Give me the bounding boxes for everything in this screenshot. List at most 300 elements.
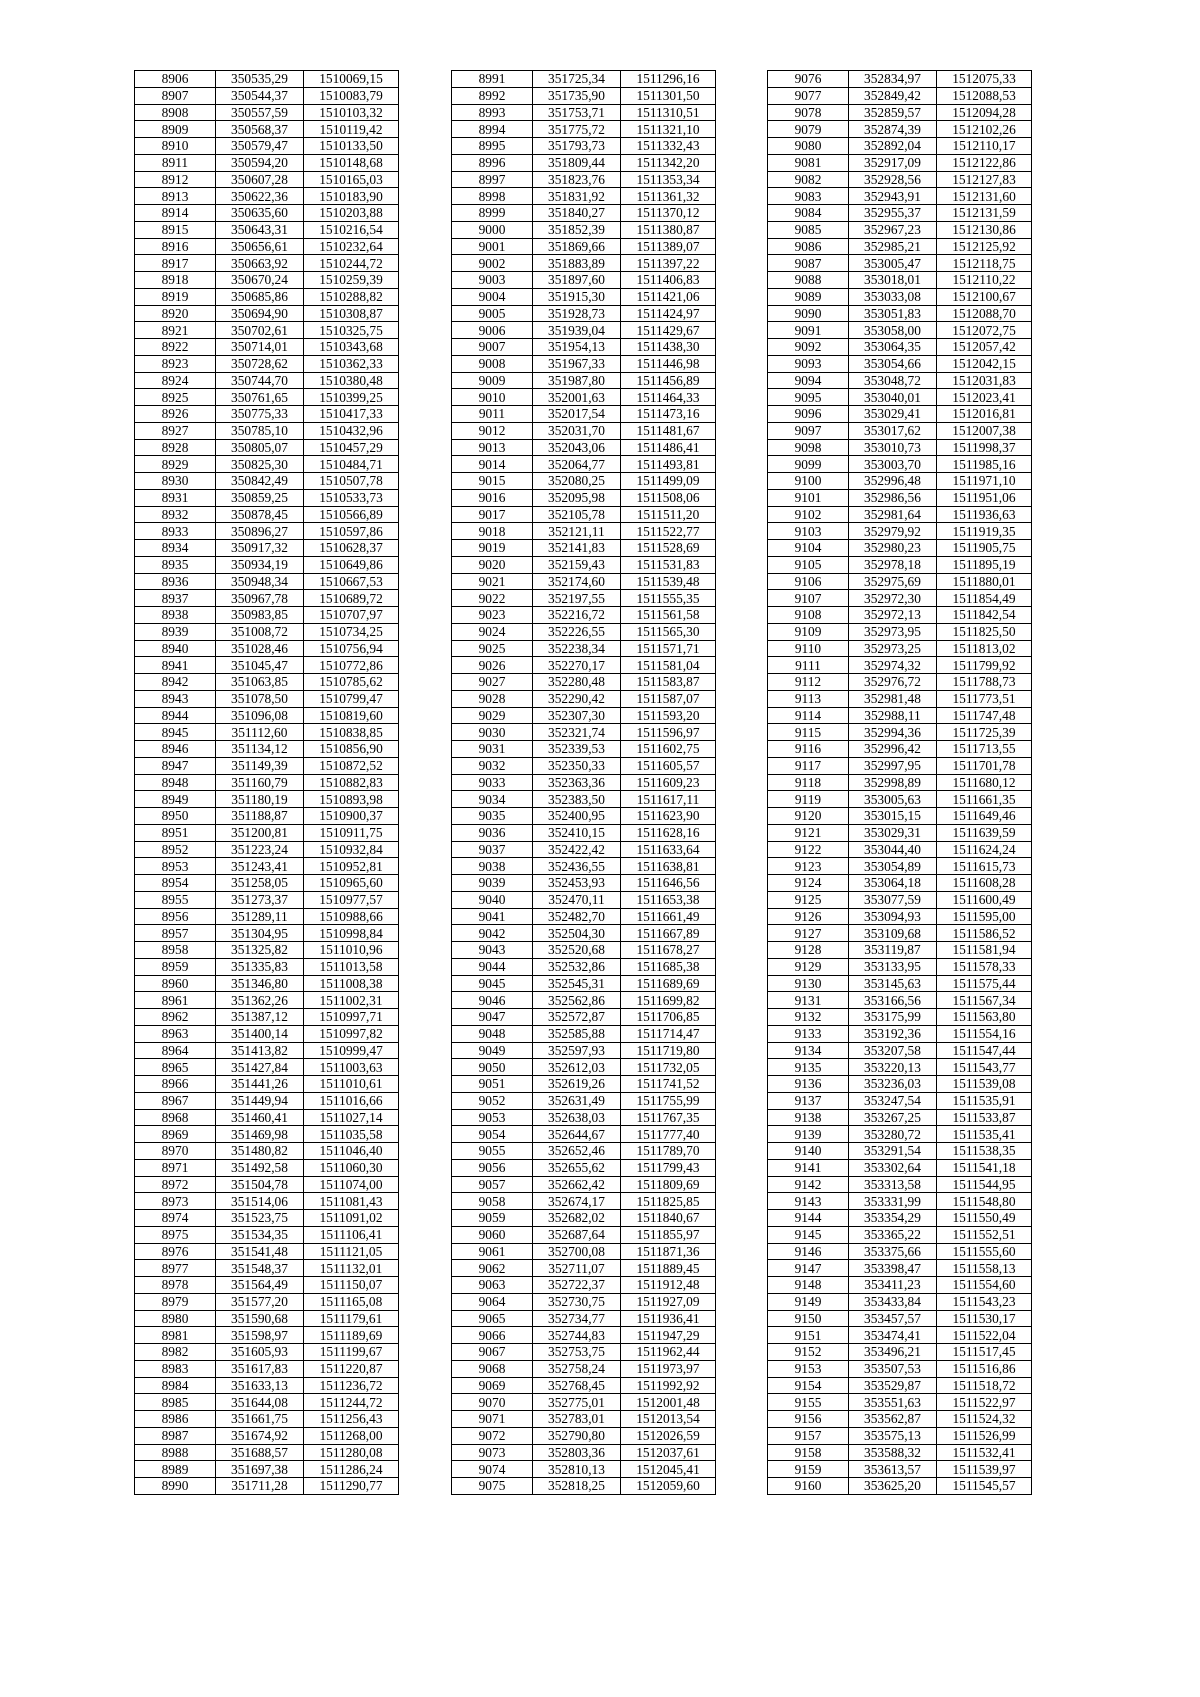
x-coordinate-cell: 353040,01	[849, 389, 937, 406]
table-row	[768, 1427, 1032, 1444]
x-coordinate-cell: 352470,11	[533, 891, 621, 908]
table-row	[768, 1042, 1032, 1059]
y-coordinate-cell: 1510932,84	[304, 841, 399, 858]
table-row	[768, 992, 1032, 1009]
table-row	[452, 322, 716, 339]
y-coordinate-cell: 1511947,29	[621, 1327, 716, 1344]
point-number-cell: 9160	[768, 1478, 849, 1495]
x-coordinate-cell: 351548,37	[216, 1260, 304, 1277]
table-row	[135, 1478, 399, 1495]
point-number-cell: 9082	[768, 171, 849, 188]
x-coordinate-cell: 353365,22	[849, 1226, 937, 1243]
x-coordinate-cell: 352280,48	[533, 674, 621, 691]
coordinates-table-1	[134, 70, 399, 1495]
table-row	[135, 791, 399, 808]
table-row	[452, 942, 716, 959]
y-coordinate-cell: 1511517,45	[937, 1344, 1032, 1361]
point-number-cell: 9019	[452, 540, 533, 557]
y-coordinate-cell: 1512007,38	[937, 422, 1032, 439]
point-number-cell: 8938	[135, 607, 216, 624]
y-coordinate-cell: 1511516,86	[937, 1360, 1032, 1377]
y-coordinate-cell: 1511842,54	[937, 607, 1032, 624]
y-coordinate-cell: 1511010,61	[304, 1076, 399, 1093]
point-number-cell: 8921	[135, 322, 216, 339]
table-row	[452, 1076, 716, 1093]
point-number-cell: 8906	[135, 71, 216, 88]
x-coordinate-cell: 352436,55	[533, 858, 621, 875]
table-row	[135, 891, 399, 908]
y-coordinate-cell: 1512023,41	[937, 389, 1032, 406]
y-coordinate-cell: 1510785,62	[304, 674, 399, 691]
x-coordinate-cell: 351674,92	[216, 1427, 304, 1444]
y-coordinate-cell: 1511091,02	[304, 1210, 399, 1227]
table-row	[768, 540, 1032, 557]
x-coordinate-cell: 351809,44	[533, 154, 621, 171]
table-row	[135, 506, 399, 523]
table-row	[135, 1076, 399, 1093]
table-row	[768, 1059, 1032, 1076]
x-coordinate-cell: 351413,82	[216, 1042, 304, 1059]
y-coordinate-cell: 1510507,78	[304, 473, 399, 490]
point-number-cell: 9011	[452, 406, 533, 423]
point-number-cell: 9143	[768, 1193, 849, 1210]
point-number-cell: 9065	[452, 1310, 533, 1327]
x-coordinate-cell: 351008,72	[216, 623, 304, 640]
y-coordinate-cell: 1511424,97	[621, 305, 716, 322]
x-coordinate-cell: 353166,56	[849, 992, 937, 1009]
y-coordinate-cell: 1511438,30	[621, 339, 716, 356]
point-number-cell: 8998	[452, 188, 533, 205]
y-coordinate-cell: 1511544,95	[937, 1176, 1032, 1193]
x-coordinate-cell: 350934,19	[216, 556, 304, 573]
table-row	[135, 188, 399, 205]
point-number-cell: 8968	[135, 1109, 216, 1126]
table-row	[452, 690, 716, 707]
table-row	[452, 104, 716, 121]
table-row	[452, 1277, 716, 1294]
x-coordinate-cell: 352174,60	[533, 573, 621, 590]
table-row	[768, 556, 1032, 573]
point-number-cell: 9157	[768, 1427, 849, 1444]
y-coordinate-cell: 1512016,81	[937, 406, 1032, 423]
y-coordinate-cell: 1511840,67	[621, 1210, 716, 1227]
point-number-cell: 9003	[452, 272, 533, 289]
x-coordinate-cell: 352979,92	[849, 523, 937, 540]
point-number-cell: 8941	[135, 657, 216, 674]
table-row	[768, 322, 1032, 339]
x-coordinate-cell: 351598,97	[216, 1327, 304, 1344]
y-coordinate-cell: 1511406,83	[621, 272, 716, 289]
y-coordinate-cell: 1512075,33	[937, 71, 1032, 88]
point-number-cell: 9010	[452, 389, 533, 406]
x-coordinate-cell: 353588,32	[849, 1444, 937, 1461]
y-coordinate-cell: 1511583,87	[621, 674, 716, 691]
x-coordinate-cell: 351967,33	[533, 355, 621, 372]
point-number-cell: 9072	[452, 1427, 533, 1444]
point-number-cell: 9029	[452, 707, 533, 724]
point-number-cell: 9014	[452, 456, 533, 473]
y-coordinate-cell: 1511538,35	[937, 1143, 1032, 1160]
table-row	[768, 841, 1032, 858]
x-coordinate-cell: 351534,35	[216, 1226, 304, 1243]
y-coordinate-cell: 1510165,03	[304, 171, 399, 188]
table-row	[452, 824, 716, 841]
point-number-cell: 8907	[135, 87, 216, 104]
point-number-cell: 8980	[135, 1310, 216, 1327]
x-coordinate-cell: 352095,98	[533, 489, 621, 506]
point-number-cell: 9126	[768, 908, 849, 925]
y-coordinate-cell: 1510799,47	[304, 690, 399, 707]
y-coordinate-cell: 1512127,83	[937, 171, 1032, 188]
table-row	[768, 1193, 1032, 1210]
table-row	[135, 305, 399, 322]
x-coordinate-cell: 352810,13	[533, 1461, 621, 1478]
table-row	[452, 573, 716, 590]
y-coordinate-cell: 1511680,12	[937, 774, 1032, 791]
table-row	[135, 1092, 399, 1109]
x-coordinate-cell: 353529,87	[849, 1377, 937, 1394]
y-coordinate-cell: 1510417,33	[304, 406, 399, 423]
table-row	[135, 71, 399, 88]
x-coordinate-cell: 352410,15	[533, 824, 621, 841]
x-coordinate-cell: 353058,00	[849, 322, 937, 339]
y-coordinate-cell: 1512045,41	[621, 1461, 716, 1478]
table-row	[135, 925, 399, 942]
point-number-cell: 9007	[452, 339, 533, 356]
x-coordinate-cell: 352631,49	[533, 1092, 621, 1109]
x-coordinate-cell: 350544,37	[216, 87, 304, 104]
point-number-cell: 8922	[135, 339, 216, 356]
y-coordinate-cell: 1511565,30	[621, 623, 716, 640]
point-number-cell: 8934	[135, 540, 216, 557]
point-number-cell: 8985	[135, 1394, 216, 1411]
table-row	[452, 1009, 716, 1026]
table-row	[452, 1310, 716, 1327]
x-coordinate-cell: 353291,54	[849, 1143, 937, 1160]
x-coordinate-cell: 351577,20	[216, 1293, 304, 1310]
point-number-cell: 9101	[768, 489, 849, 506]
table-row	[452, 456, 716, 473]
x-coordinate-cell: 352682,02	[533, 1210, 621, 1227]
point-number-cell: 9036	[452, 824, 533, 841]
y-coordinate-cell: 1510288,82	[304, 288, 399, 305]
point-number-cell: 9046	[452, 992, 533, 1009]
table-row	[768, 1260, 1032, 1277]
x-coordinate-cell: 353433,84	[849, 1293, 937, 1310]
x-coordinate-cell: 350656,61	[216, 238, 304, 255]
point-number-cell: 9069	[452, 1377, 533, 1394]
point-number-cell: 9018	[452, 523, 533, 540]
table-row	[768, 975, 1032, 992]
x-coordinate-cell: 351541,48	[216, 1243, 304, 1260]
table-row	[452, 791, 716, 808]
y-coordinate-cell: 1511667,89	[621, 925, 716, 942]
y-coordinate-cell: 1510628,37	[304, 540, 399, 557]
table-row	[135, 1461, 399, 1478]
point-number-cell: 9022	[452, 590, 533, 607]
y-coordinate-cell: 1511027,14	[304, 1109, 399, 1126]
point-number-cell: 9141	[768, 1159, 849, 1176]
y-coordinate-cell: 1511706,85	[621, 1009, 716, 1026]
x-coordinate-cell: 350694,90	[216, 305, 304, 322]
x-coordinate-cell: 352141,83	[533, 540, 621, 557]
y-coordinate-cell: 1511809,69	[621, 1176, 716, 1193]
point-number-cell: 8959	[135, 958, 216, 975]
point-number-cell: 9035	[452, 808, 533, 825]
x-coordinate-cell: 352943,91	[849, 188, 937, 205]
y-coordinate-cell: 1510756,94	[304, 640, 399, 657]
point-number-cell: 9093	[768, 355, 849, 372]
x-coordinate-cell: 352790,80	[533, 1427, 621, 1444]
y-coordinate-cell: 1511524,32	[937, 1411, 1032, 1428]
table-row	[135, 975, 399, 992]
point-number-cell: 9133	[768, 1025, 849, 1042]
y-coordinate-cell: 1510380,48	[304, 372, 399, 389]
y-coordinate-cell: 1512026,59	[621, 1427, 716, 1444]
point-number-cell: 9044	[452, 958, 533, 975]
y-coordinate-cell: 1511010,96	[304, 942, 399, 959]
x-coordinate-cell: 352562,86	[533, 992, 621, 1009]
point-number-cell: 9127	[768, 925, 849, 942]
point-number-cell: 9083	[768, 188, 849, 205]
x-coordinate-cell: 351149,39	[216, 757, 304, 774]
point-number-cell: 8977	[135, 1260, 216, 1277]
y-coordinate-cell: 1511522,77	[621, 523, 716, 540]
y-coordinate-cell: 1511380,87	[621, 221, 716, 238]
point-number-cell: 9087	[768, 255, 849, 272]
table-row	[768, 238, 1032, 255]
table-row	[135, 1243, 399, 1260]
x-coordinate-cell: 352985,21	[849, 238, 937, 255]
table-row	[768, 1210, 1032, 1227]
x-coordinate-cell: 352998,89	[849, 774, 937, 791]
y-coordinate-cell: 1511646,56	[621, 875, 716, 892]
y-coordinate-cell: 1512110,22	[937, 272, 1032, 289]
table-row	[135, 205, 399, 222]
point-number-cell: 9080	[768, 138, 849, 155]
y-coordinate-cell: 1511971,10	[937, 473, 1032, 490]
y-coordinate-cell: 1511595,00	[937, 908, 1032, 925]
point-number-cell: 9063	[452, 1277, 533, 1294]
x-coordinate-cell: 352775,01	[533, 1394, 621, 1411]
table-row	[768, 1109, 1032, 1126]
table-row	[768, 1243, 1032, 1260]
point-number-cell: 9146	[768, 1243, 849, 1260]
point-number-cell: 9116	[768, 741, 849, 758]
point-number-cell: 9085	[768, 221, 849, 238]
y-coordinate-cell: 1511446,98	[621, 355, 716, 372]
x-coordinate-cell: 351793,73	[533, 138, 621, 155]
point-number-cell: 9088	[768, 272, 849, 289]
table-row	[768, 221, 1032, 238]
table-row	[768, 456, 1032, 473]
table-row	[452, 1025, 716, 1042]
x-coordinate-cell: 351504,78	[216, 1176, 304, 1193]
x-coordinate-cell: 352744,83	[533, 1327, 621, 1344]
y-coordinate-cell: 1510103,32	[304, 104, 399, 121]
x-coordinate-cell: 351449,94	[216, 1092, 304, 1109]
y-coordinate-cell: 1511912,48	[621, 1277, 716, 1294]
y-coordinate-cell: 1510893,98	[304, 791, 399, 808]
table-row	[452, 1193, 716, 1210]
point-number-cell: 8958	[135, 942, 216, 959]
y-coordinate-cell: 1511545,57	[937, 1478, 1032, 1495]
table-row	[768, 339, 1032, 356]
y-coordinate-cell: 1511541,18	[937, 1159, 1032, 1176]
x-coordinate-cell: 352597,93	[533, 1042, 621, 1059]
point-number-cell: 9113	[768, 690, 849, 707]
table-row	[135, 121, 399, 138]
table-row	[768, 138, 1032, 155]
table-row	[135, 674, 399, 691]
x-coordinate-cell: 353398,47	[849, 1260, 937, 1277]
y-coordinate-cell: 1511522,97	[937, 1394, 1032, 1411]
x-coordinate-cell: 352383,50	[533, 791, 621, 808]
y-coordinate-cell: 1511522,04	[937, 1327, 1032, 1344]
x-coordinate-cell: 351725,34	[533, 71, 621, 88]
point-number-cell: 9129	[768, 958, 849, 975]
y-coordinate-cell: 1511855,97	[621, 1226, 716, 1243]
table-row	[768, 657, 1032, 674]
y-coordinate-cell: 1511481,67	[621, 422, 716, 439]
table-row	[768, 590, 1032, 607]
y-coordinate-cell: 1511310,51	[621, 104, 716, 121]
y-coordinate-cell: 1511732,05	[621, 1059, 716, 1076]
point-number-cell: 9118	[768, 774, 849, 791]
x-coordinate-cell: 352339,53	[533, 741, 621, 758]
y-coordinate-cell: 1512088,53	[937, 87, 1032, 104]
table-row	[452, 1394, 716, 1411]
table-row	[452, 908, 716, 925]
x-coordinate-cell: 352105,78	[533, 506, 621, 523]
point-number-cell: 8988	[135, 1444, 216, 1461]
table-row	[135, 1360, 399, 1377]
point-number-cell: 9021	[452, 573, 533, 590]
y-coordinate-cell: 1511555,60	[937, 1243, 1032, 1260]
x-coordinate-cell: 351045,47	[216, 657, 304, 674]
point-number-cell: 8940	[135, 640, 216, 657]
x-coordinate-cell: 351869,66	[533, 238, 621, 255]
table-row	[135, 556, 399, 573]
point-number-cell: 9104	[768, 540, 849, 557]
y-coordinate-cell: 1511615,73	[937, 858, 1032, 875]
x-coordinate-cell: 353033,08	[849, 288, 937, 305]
y-coordinate-cell: 1511499,09	[621, 473, 716, 490]
table-row	[452, 707, 716, 724]
y-coordinate-cell: 1512031,83	[937, 372, 1032, 389]
table-row	[452, 87, 716, 104]
x-coordinate-cell: 353044,40	[849, 841, 937, 858]
table-row	[768, 623, 1032, 640]
y-coordinate-cell: 1511531,83	[621, 556, 716, 573]
y-coordinate-cell: 1511301,50	[621, 87, 716, 104]
y-coordinate-cell: 1512059,60	[621, 1478, 716, 1495]
y-coordinate-cell: 1511518,72	[937, 1377, 1032, 1394]
y-coordinate-cell: 1511617,11	[621, 791, 716, 808]
point-number-cell: 8978	[135, 1277, 216, 1294]
point-number-cell: 9004	[452, 288, 533, 305]
x-coordinate-cell: 351469,98	[216, 1126, 304, 1143]
y-coordinate-cell: 1510856,90	[304, 741, 399, 758]
point-number-cell: 8911	[135, 154, 216, 171]
table-row	[135, 808, 399, 825]
table-row	[768, 473, 1032, 490]
point-number-cell: 8966	[135, 1076, 216, 1093]
table-row	[135, 255, 399, 272]
x-coordinate-cell: 353094,93	[849, 908, 937, 925]
table-row	[452, 339, 716, 356]
table-row	[452, 305, 716, 322]
point-number-cell: 9121	[768, 824, 849, 841]
x-coordinate-cell: 351605,93	[216, 1344, 304, 1361]
x-coordinate-cell: 352453,93	[533, 875, 621, 892]
y-coordinate-cell: 1511895,19	[937, 556, 1032, 573]
point-number-cell: 9062	[452, 1260, 533, 1277]
x-coordinate-cell: 352121,11	[533, 523, 621, 540]
point-number-cell: 9132	[768, 1009, 849, 1026]
point-number-cell: 8979	[135, 1293, 216, 1310]
y-coordinate-cell: 1510148,68	[304, 154, 399, 171]
point-number-cell: 9125	[768, 891, 849, 908]
point-number-cell: 9154	[768, 1377, 849, 1394]
table-row	[768, 154, 1032, 171]
table-row	[452, 992, 716, 1009]
point-number-cell: 9102	[768, 506, 849, 523]
table-row	[135, 489, 399, 506]
point-number-cell: 9123	[768, 858, 849, 875]
y-coordinate-cell: 1511199,67	[304, 1344, 399, 1361]
point-number-cell: 8973	[135, 1193, 216, 1210]
point-number-cell: 9027	[452, 674, 533, 691]
x-coordinate-cell: 351590,68	[216, 1310, 304, 1327]
point-number-cell: 9045	[452, 975, 533, 992]
x-coordinate-cell: 351644,08	[216, 1394, 304, 1411]
x-coordinate-cell: 353029,31	[849, 824, 937, 841]
x-coordinate-cell: 351661,75	[216, 1411, 304, 1428]
y-coordinate-cell: 1511685,38	[621, 958, 716, 975]
point-number-cell: 9136	[768, 1076, 849, 1093]
point-number-cell: 8927	[135, 422, 216, 439]
x-coordinate-cell: 353010,73	[849, 439, 937, 456]
table-row	[768, 824, 1032, 841]
x-coordinate-cell: 350983,85	[216, 607, 304, 624]
table-row	[768, 757, 1032, 774]
point-number-cell: 8955	[135, 891, 216, 908]
point-number-cell: 8953	[135, 858, 216, 875]
x-coordinate-cell: 350917,32	[216, 540, 304, 557]
x-coordinate-cell: 352734,77	[533, 1310, 621, 1327]
point-number-cell: 8975	[135, 1226, 216, 1243]
y-coordinate-cell: 1510999,47	[304, 1042, 399, 1059]
table-row	[135, 439, 399, 456]
table-row	[768, 171, 1032, 188]
table-row	[452, 1159, 716, 1176]
x-coordinate-cell: 351697,38	[216, 1461, 304, 1478]
point-number-cell: 9155	[768, 1394, 849, 1411]
point-number-cell: 8908	[135, 104, 216, 121]
x-coordinate-cell: 351954,13	[533, 339, 621, 356]
y-coordinate-cell: 1511633,64	[621, 841, 716, 858]
table-row	[452, 288, 716, 305]
table-row	[768, 104, 1032, 121]
table-row	[768, 422, 1032, 439]
y-coordinate-cell: 1511605,57	[621, 757, 716, 774]
point-number-cell: 8989	[135, 1461, 216, 1478]
x-coordinate-cell: 352711,07	[533, 1260, 621, 1277]
x-coordinate-cell: 350775,33	[216, 406, 304, 423]
point-number-cell: 8920	[135, 305, 216, 322]
y-coordinate-cell: 1511486,41	[621, 439, 716, 456]
